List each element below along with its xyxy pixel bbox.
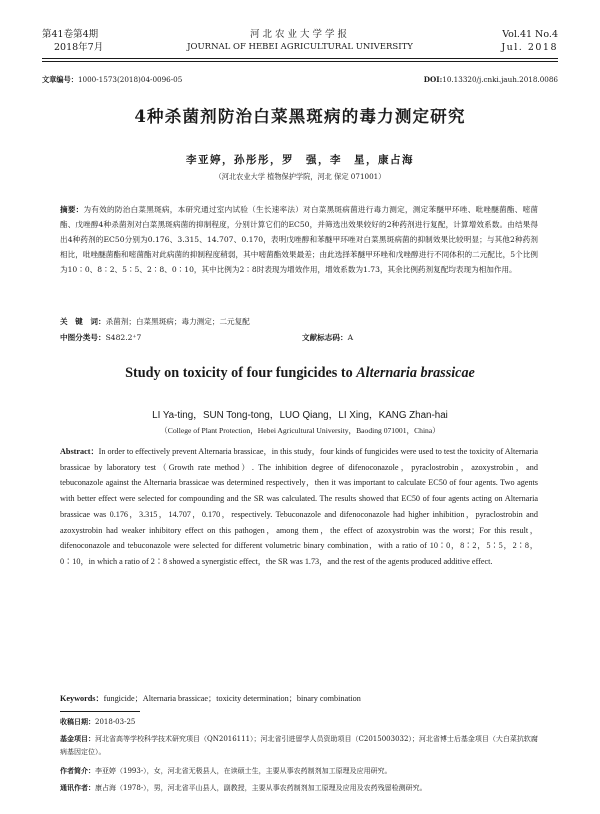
affiliation-zh: （河北农业大学 植物保护学院，河北 保定 071001） <box>214 172 386 181</box>
footnote-funding <box>60 733 538 758</box>
abstract-zh <box>60 203 538 278</box>
running-header-right <box>501 28 558 54</box>
article-number-value: 1000-1573(2018)04-0096-05 <box>77 75 183 84</box>
footnote-author-bio <box>60 765 538 778</box>
classification-number <box>60 332 141 343</box>
footnote-received <box>60 716 538 729</box>
journal-name-zh: 河北农业大学学报 <box>249 29 350 40</box>
footnote-text: 河北省高等学校科学技术研究项目（QN2016111）；河北省引进留学人员资助项目（C2015003032）；河北省博士后基金项目（大白菜抗软腐病基因定位）。 <box>60 735 538 756</box>
footnote-text: 2018-03-25 <box>95 718 136 726</box>
classification-label: 中图分类号： <box>60 333 106 342</box>
footnote-rule <box>60 711 140 712</box>
abstract-body-zh: 为有效的防治白菜黑斑病，本研究通过室内试验（生长速率法）对白菜黑斑病菌进行毒力测定，测定苯醚甲环唑、吡唑醚菌酯、嘧菌酯、戊唑醇4种杀菌剂对白菜黑斑病菌的抑制程度，分别计算它们的EC50，并筛选出效果较好的2种药剂进行复配，计算增效系数。由结果得出4种药剂的EC50分别为0.176、3.315、14.707、0.170，表明戊唑醇和苯醚甲环唑对白菜黑斑病菌的抑制效果比较明显；与其他2种药剂相比，吡唑醚菌酯和嘧菌酯对此病菌的抑制程度稍弱，其中嘧菌酯效果最差；由此选择苯醚甲环唑和戊唑醇进行不同体积的二元配比，5个比例为10∶0、8∶2、5∶5、2∶8、0∶10，其中比例为2∶8时表现为增效作用，增效系数为1.73，其余比例药剂复配均表现为相加作用。 <box>60 205 539 274</box>
keywords-value-en: fungicide；Alternaria brassicae；toxicity determination；binary combination <box>103 694 361 703</box>
keywords-label-en: Keywords： <box>60 694 104 703</box>
keywords-value-zh: 杀菌剂；白菜黑斑病；毒力测定；二元复配 <box>105 317 250 326</box>
abstract-label-zh: 摘要： <box>60 205 84 214</box>
title-en-italic: Alternaria brassicae <box>356 365 475 381</box>
volume-issue-zh: 第41卷第4期 <box>42 29 99 40</box>
article-number <box>42 75 182 85</box>
keywords-en <box>60 693 538 704</box>
affiliation-en: （College of Plant Protection，Hebei Agricultural University，Baoding 071001，China） <box>160 426 440 435</box>
footnote-corresponding <box>60 782 538 795</box>
paper-title-en <box>0 365 600 382</box>
authors-en: LI Ya-ting，SUN Tong-tong，LUO Qiang，LI Xing，KANG Zhan-hai <box>152 410 448 421</box>
footnote-text: 康占海（1978-），男，河北省平山县人，副教授，主要从事农药制剂加工原理及应用及农药残留检测研究。 <box>95 784 427 792</box>
article-number-label: 文章编号： <box>42 75 78 84</box>
date-zh: 2018年7月 <box>54 42 104 53</box>
authors-zh: 李亚婷，孙彤彤，罗 强，李 星，康占海 <box>186 154 414 166</box>
footnote-label: 收稿日期： <box>60 717 95 726</box>
doi-value: 10.13320/j.cnki.jauh.2018.0086 <box>442 75 558 84</box>
title-en-plain: Study on toxicity of four fungicides to <box>125 365 357 381</box>
doi-label: DOI: <box>423 75 443 84</box>
abstract-en <box>60 444 538 570</box>
paper-title-zh: 4种杀菌剂防治白菜黑斑病的毒力测定研究 <box>134 107 466 126</box>
doi <box>424 75 558 84</box>
document-code-value: A <box>347 333 354 342</box>
document-code-label: 文献标志码： <box>302 333 348 342</box>
keywords-zh <box>60 316 538 327</box>
abstract-label-en: Abstract： <box>60 447 99 456</box>
abstract-body-en: In order to effectively prevent Alternaria brassicae，in this study，four kinds of fungicides were used to test the toxicity of Alternaria brassicae by laboratory test（Growth rate method）. The inhibition degree of difenoconazole，pyraclostrobin，azoxystrobin，and tebuconazole against the Alternaria brassicae was determined respectively，then it was important to calculate EC50 of four agents. Two agents with better effect were selected for compounding and the SR was calculated. The results showed that EC50 of four agents acting on Alternaria brassicae was 0.176，3.315，14.707，0.170，respectively. Tebuconazole and difenoconazole had higher inhibition，pyraclostrobin and azoxystrobin had weaker inhibitory effect on this pathogen，among them，the effect of azoxystrobin was the worst；For this result，difenoconazole and tebuconazole were selected for different volumetric binary combination，with a ratio of 10∶0，8∶2，5∶5，2∶8，0∶10，in which a ratio of 2∶8 showed a synergistic effect，the SR was 1.73，and the rest of the agents produced additive effect. <box>60 447 538 566</box>
keywords-label-zh: 关 键 词： <box>60 317 106 326</box>
header-rule-bottom <box>42 61 558 62</box>
footnote-label: 作者简介： <box>60 766 95 775</box>
footnote-label: 通讯作者： <box>60 783 95 792</box>
footnote-label: 基金项目： <box>60 734 95 743</box>
document-code <box>302 332 353 343</box>
header-rule-top <box>42 58 558 59</box>
classification-value: S482.2⁺7 <box>105 333 142 342</box>
journal-name-en: JOURNAL OF HEBEI AGRICULTURAL UNIVERSITY <box>187 42 413 52</box>
date-en: Jul. 2018 <box>501 42 558 53</box>
footnote-text: 李亚婷（1993-），女，河北省无极县人，在读硕士生，主要从事农药制剂加工原理及应用研究。 <box>95 767 392 775</box>
volume-issue-en: Vol.41 No.4 <box>502 29 558 40</box>
